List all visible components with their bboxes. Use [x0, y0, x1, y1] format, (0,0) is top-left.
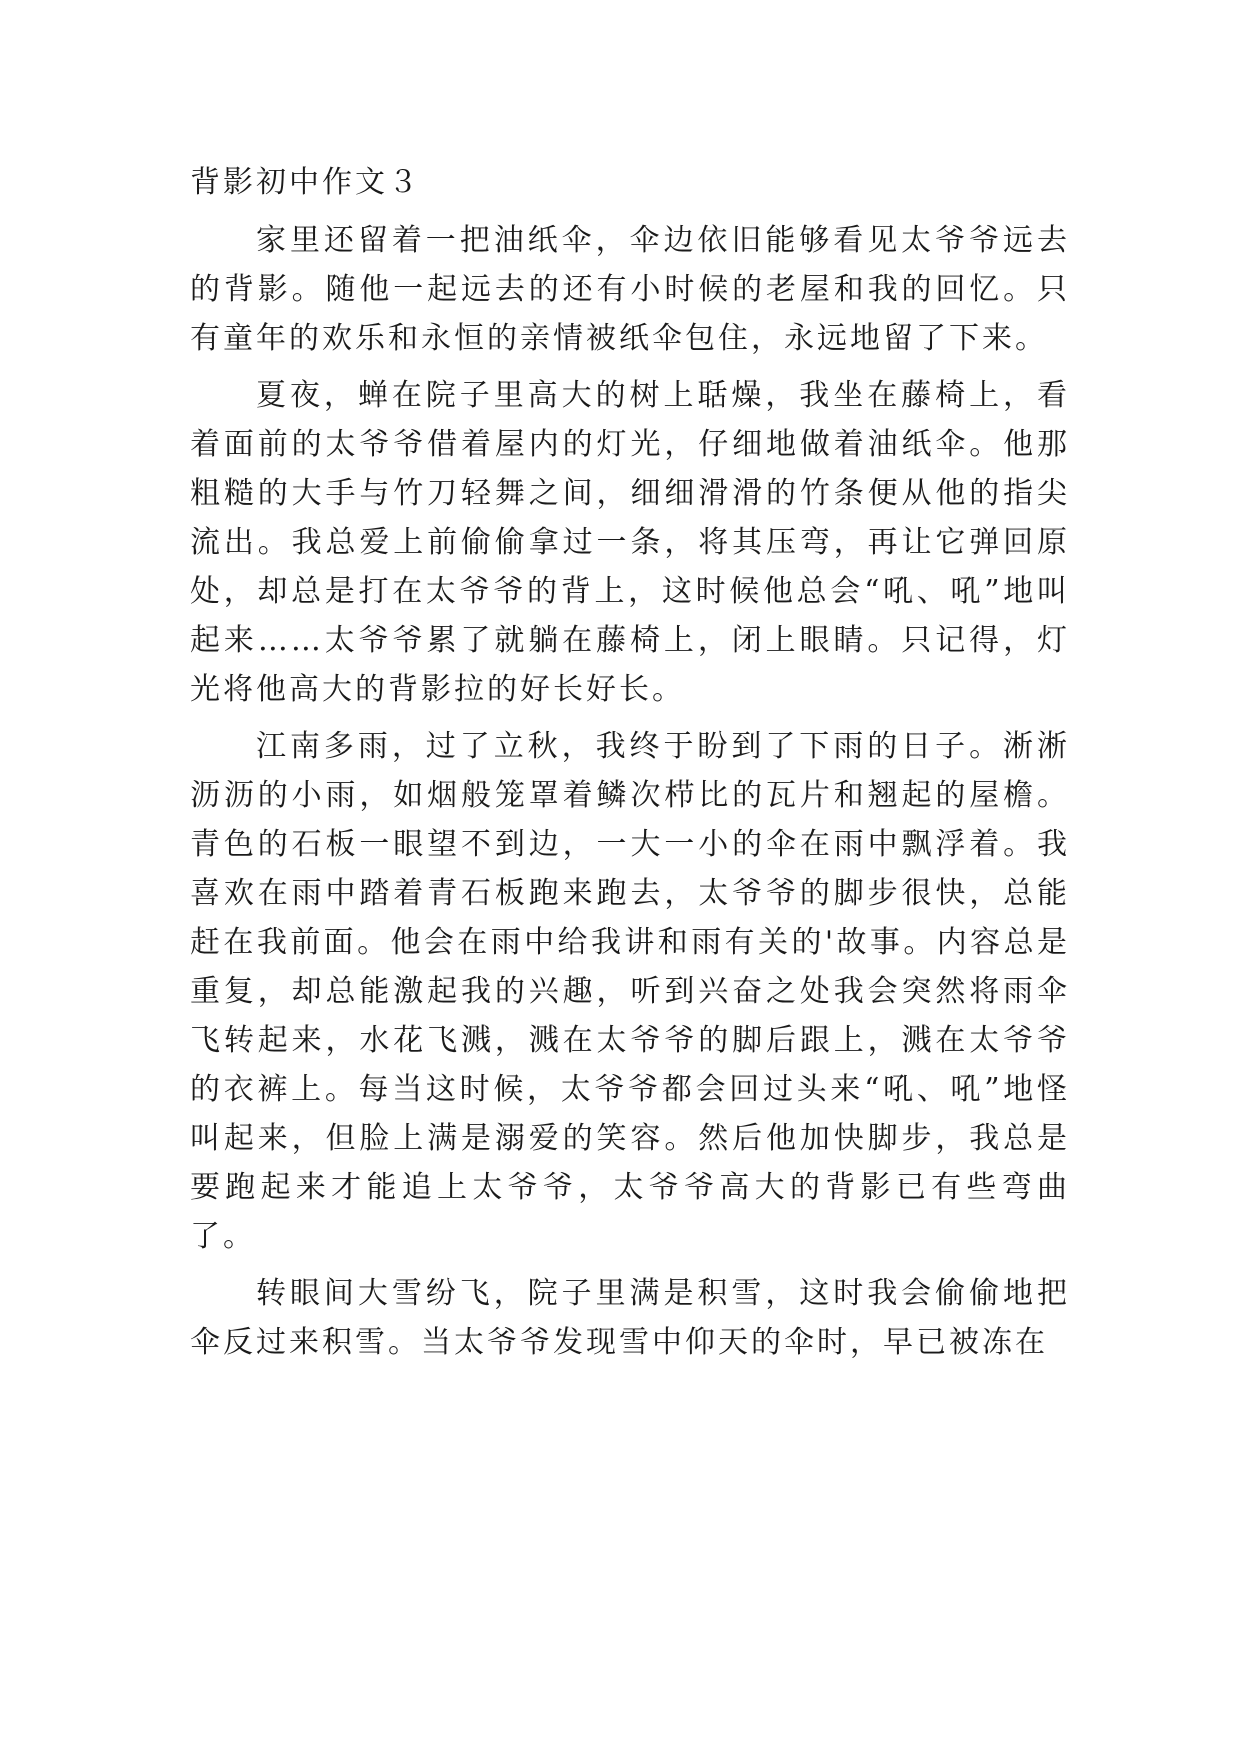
document-body [190, 158, 1070, 1375]
paragraph: 夏夜，蝉在院子里高大的树上聒燥，我坐在藤椅上，看着面前的太爷爷借着屋内的灯光，仔细地做着油纸伞。他那粗糙的大手与竹刀轻舞之间，细细滑滑的竹条便从他的指尖流出。我总爱上前偷偷拿过一条，将其压弯，再让它弹回原处，却总是打在太爷爷的背上，这时候他总会“吼、吼”地叫起来……太爷爷累了就躺在藤椅上，闭上眼睛。只记得，灯光将他高大的背影拉的好长好长。 [190, 378, 1070, 707]
paragraph: 家里还留着一把油纸伞，伞边依旧能够看见太爷爷远去的背影。随他一起远去的还有小时候的老屋和我的回忆。只有童年的欢乐和永恒的亲情被纸伞包住，永远地留了下来。 [190, 223, 1070, 356]
paragraph: 转眼间大雪纷飞，院子里满是积雪，这时我会偷偷地把伞反过来积雪。当太爷爷发现雪中仰天的伞时，早已被冻在 [190, 1276, 1070, 1360]
paragraph: 江南多雨，过了立秋，我终于盼到了下雨的日子。淅淅沥沥的小雨，如烟般笼罩着鳞次栉比的瓦片和翘起的屋檐。青色的石板一眼望不到边，一大一小的伞在雨中飘浮着。我喜欢在雨中踏着青石板跑来跑去，太爷爷的脚步很快，总能赶在我前面。他会在雨中给我讲和雨有关的'故事。内容总是重复，却总能激起我的兴趣，听到兴奋之处我会突然将雨伞飞转起来，水花飞溅，溅在太爷爷的脚后跟上，溅在太爷爷的衣裤上。每当这时候，太爷爷都会回过头来“吼、吼”地怪叫起来，但脸上满是溺爱的笑容。然后他加快脚步，我总是要跑起来才能追上太爷爷，太爷爷高大的背影已有些弯曲了。 [190, 729, 1070, 1254]
document-title: 背影初中作文３ [190, 165, 421, 200]
